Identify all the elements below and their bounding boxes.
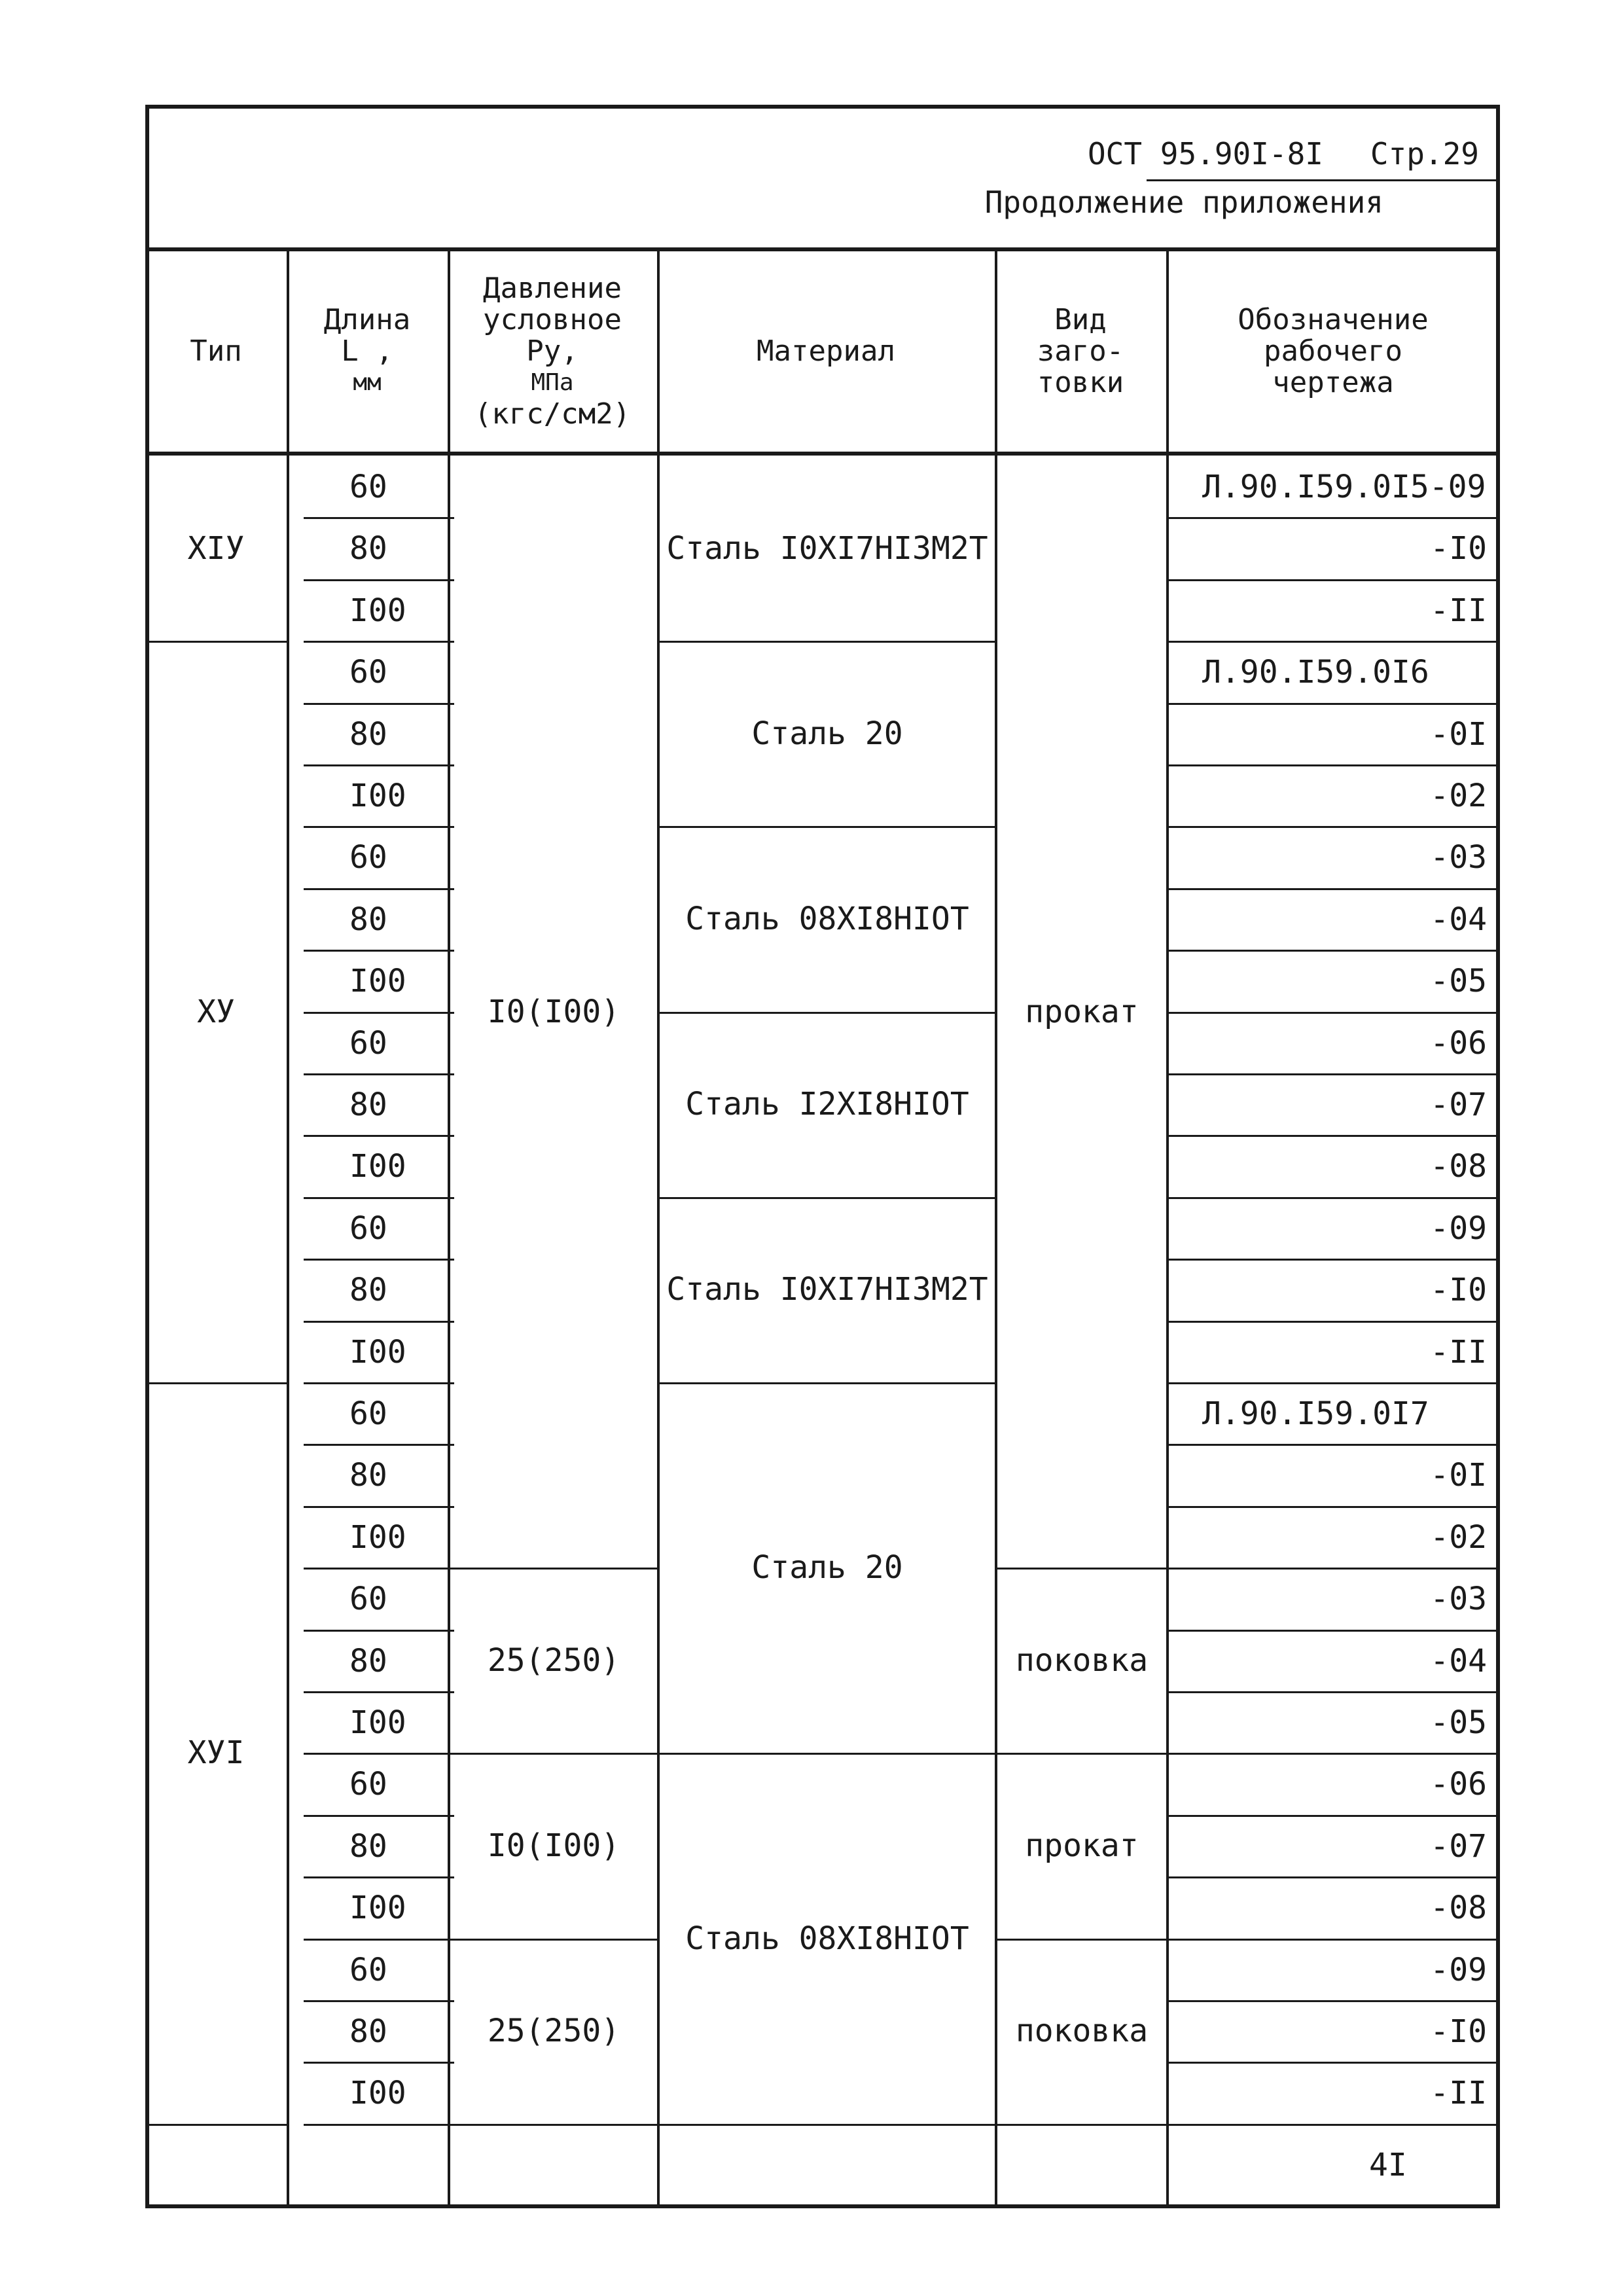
col-head-pressure-line4: МПа [531, 369, 574, 396]
pressure-cell: I0(I00) [487, 1827, 620, 1864]
drawing-row-line [1169, 1568, 1500, 1570]
length-row-line [304, 1012, 454, 1014]
drawing-row-line [1169, 1382, 1500, 1384]
col-head-pressure-line2: условное [483, 303, 622, 336]
col-head-blank-line3: товки [1037, 366, 1124, 399]
col-head-blank-line2: заго- [1037, 334, 1124, 368]
length-row-line [304, 950, 454, 952]
drawing-cell: -II [1430, 1333, 1487, 1371]
blank-cell: прокат [1025, 993, 1139, 1030]
material-cell: Сталь I2XI8HIOT [685, 1086, 969, 1123]
col-head-material-label: Материал [757, 334, 895, 368]
length-row-line [304, 641, 454, 643]
drawing-cell: -08 [1430, 1148, 1487, 1185]
drawing-row-line [1169, 703, 1500, 705]
drawing-cell: -06 [1430, 1766, 1487, 1803]
col-head-pressure-line5: (кгс/см2) [474, 397, 631, 431]
length-row-line [304, 1197, 454, 1199]
drawing-cell: -03 [1430, 1581, 1487, 1618]
drawing-row-line [1169, 1876, 1500, 1878]
type-group-line [145, 2124, 287, 2126]
drawing-cell: -03 [1430, 839, 1487, 876]
drawing-cell: -04 [1430, 1642, 1487, 1679]
drawing-cell: Л.90.I59.0I5-09 [1202, 469, 1486, 505]
length-row-line [304, 1073, 454, 1075]
drawing-row-line [1169, 1753, 1500, 1755]
standard-number: ОСТ 95.90I-8I [1087, 136, 1323, 171]
drawing-row-line [1169, 1939, 1500, 1941]
col-head-material [657, 251, 995, 452]
drawing-row-line [1169, 2000, 1500, 2002]
col-head-drawing-line1: Обозначение [1238, 303, 1429, 336]
type-cell: XУI [187, 1734, 245, 1772]
drawing-row-line [1169, 1012, 1500, 1014]
type-cell: XУ [197, 993, 235, 1030]
drawing-cell: Л.90.I59.0I7 [1202, 1395, 1429, 1432]
col-head-length [287, 251, 448, 452]
drawing-row-line [1169, 2062, 1500, 2064]
title-block [145, 105, 1500, 250]
drawing-cell: -07 [1430, 1086, 1487, 1123]
col-head-type-label: Тип [190, 334, 242, 368]
blank-group-line [997, 2124, 1166, 2126]
continuation-divider [1147, 179, 1500, 181]
drawing-cell: -02 [1430, 1518, 1487, 1556]
length-cell: I00 [349, 1518, 406, 1556]
drawing-cell: -04 [1430, 901, 1487, 938]
length-row-line [304, 1691, 454, 1693]
pressure-cell: I0(I00) [487, 993, 620, 1030]
length-cell: I00 [349, 2075, 406, 2112]
length-row-line [304, 888, 454, 890]
length-row-line [304, 1630, 454, 1632]
material-group-line [660, 2124, 995, 2126]
length-cell: 60 [349, 839, 387, 876]
material-cell: Сталь I0XI7HI3M2T [666, 1271, 988, 1308]
length-cell: 60 [349, 1210, 387, 1247]
drawing-row-line [1169, 1444, 1500, 1446]
col-head-pressure-line3: Py, [526, 334, 579, 368]
length-row-line [304, 764, 454, 766]
continuation-label: Продолжение приложения [984, 185, 1383, 220]
col-divider-blank [1166, 247, 1169, 2208]
length-cell: I00 [349, 592, 406, 629]
length-cell: 60 [349, 654, 387, 691]
length-row-line [304, 1939, 454, 1941]
col-head-drawing-line3: чертежа [1272, 366, 1394, 399]
length-row-line [304, 517, 454, 519]
col-head-length-line1: Длина [323, 303, 411, 336]
drawing-row-line [1169, 888, 1500, 890]
length-cell: I00 [349, 1890, 406, 1927]
col-head-pressure-line1: Давление [483, 272, 622, 305]
material-cell: Сталь 08XI8HIOT [685, 1920, 969, 1957]
drawing-row-line [1169, 1135, 1500, 1137]
page-label: Стр.29 [1370, 136, 1479, 171]
length-cell: 80 [349, 1827, 387, 1865]
length-cell: 80 [349, 1272, 387, 1309]
drawing-cell: -09 [1430, 1210, 1487, 1247]
length-row-line [304, 1259, 454, 1261]
length-row-line [304, 1321, 454, 1323]
length-cell: 60 [349, 1951, 387, 1988]
drawing-cell: -05 [1430, 1704, 1487, 1741]
drawing-cell: -02 [1430, 778, 1487, 814]
length-cell: 80 [349, 1457, 387, 1494]
blank-cell: прокат [1025, 1827, 1139, 1864]
drawing-cell: -II [1430, 2075, 1487, 2112]
drawing-row-line [1169, 517, 1500, 519]
length-cell: 80 [349, 715, 387, 753]
drawing-cell: -I0 [1430, 1272, 1487, 1309]
length-cell: 60 [349, 1395, 387, 1432]
blank-cell: поковка [1015, 2013, 1149, 2050]
length-cell: 80 [349, 2013, 387, 2050]
drawing-row-line [1169, 1815, 1500, 1817]
drawing-row-line [1169, 826, 1500, 828]
col-head-length-line2: L , [341, 334, 393, 368]
drawing-row-line [1169, 950, 1500, 952]
drawing-row-line [1169, 1321, 1500, 1323]
drawing-row-line [1169, 1073, 1500, 1075]
material-cell: Сталь 08XI8HIOT [685, 900, 969, 937]
drawing-cell: -09 [1430, 1951, 1487, 1988]
length-row-line [304, 1815, 454, 1817]
drawing-cell: -0I [1430, 715, 1487, 753]
length-row-line [304, 1568, 454, 1570]
material-cell: Сталь 20 [751, 1549, 903, 1587]
drawing-row-line [1169, 2124, 1500, 2126]
length-cell: 60 [349, 469, 387, 505]
length-cell: 80 [349, 1086, 387, 1123]
length-cell: 80 [349, 1642, 387, 1679]
col-divider-type [287, 247, 289, 2208]
drawing-row-line [1169, 579, 1500, 581]
pressure-cell: 25(250) [487, 2013, 620, 2050]
drawing-row-line [1169, 1691, 1500, 1693]
drawing-cell: -06 [1430, 1024, 1487, 1062]
length-row-line [304, 1753, 454, 1755]
drawing-row-line [1169, 1506, 1500, 1508]
col-head-drawing [1166, 251, 1500, 452]
drawing-cell: -07 [1430, 1827, 1487, 1865]
length-row-line [304, 2124, 454, 2126]
drawing-cell: -I0 [1430, 2013, 1487, 2050]
col-head-pressure [448, 251, 657, 452]
length-row-line [304, 703, 454, 705]
drawing-cell: Л.90.I59.0I6 [1202, 654, 1429, 691]
drawing-row-line [1169, 1197, 1500, 1199]
material-cell: Сталь I0XI7HI3M2T [666, 529, 988, 567]
drawing-cell: -08 [1430, 1890, 1487, 1927]
length-cell: I00 [349, 963, 406, 1000]
drawing-cell: -05 [1430, 963, 1487, 1000]
length-row-line [304, 579, 454, 581]
drawing-row-line [1169, 1630, 1500, 1632]
col-head-type [145, 251, 287, 452]
drawing-cell: -II [1430, 592, 1487, 629]
length-row-line [304, 1506, 454, 1508]
pressure-group-line [450, 2124, 657, 2126]
page-number: 4I [1369, 2147, 1407, 2183]
col-head-drawing-line2: рабочего [1264, 334, 1402, 368]
length-row-line [304, 2062, 454, 2064]
length-row-line [304, 1444, 454, 1446]
blank-cell: поковка [1015, 1641, 1149, 1679]
drawing-cell: -0I [1430, 1457, 1487, 1494]
col-head-length-line3: мм [353, 369, 382, 396]
drawing-row-line [1169, 641, 1500, 643]
col-head-blank-line1: Вид [1054, 303, 1107, 336]
col-head-blank [995, 251, 1166, 452]
length-row-line [304, 1135, 454, 1137]
length-cell: 60 [349, 1581, 387, 1618]
drawing-cell: -I0 [1430, 530, 1487, 567]
length-cell: I00 [349, 1333, 406, 1371]
document-sheet [145, 105, 1500, 2208]
length-cell: 60 [349, 1766, 387, 1803]
length-row-line [304, 2000, 454, 2002]
length-row-line [304, 1382, 454, 1384]
length-cell: 80 [349, 530, 387, 567]
length-cell: 60 [349, 1024, 387, 1062]
material-cell: Сталь 20 [751, 715, 903, 752]
length-cell: 80 [349, 901, 387, 938]
length-cell: I00 [349, 1148, 406, 1185]
type-cell: XIУ [187, 529, 245, 567]
length-row-line [304, 1876, 454, 1878]
drawing-row-line [1169, 1259, 1500, 1261]
length-cell: I00 [349, 778, 406, 814]
pressure-cell: 25(250) [487, 1641, 620, 1679]
drawing-row-line [1169, 764, 1500, 766]
length-cell: I00 [349, 1704, 406, 1741]
length-row-line [304, 826, 454, 828]
